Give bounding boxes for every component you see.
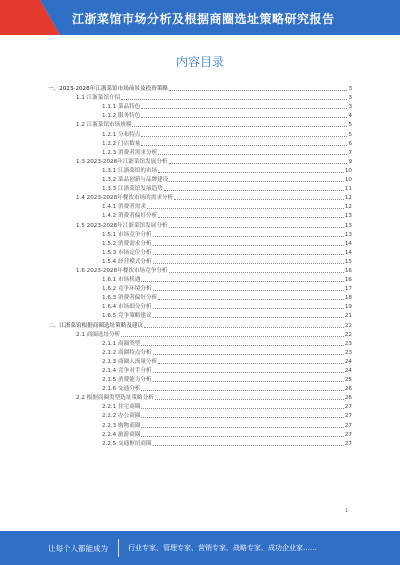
toc-entry-page: 18	[344, 295, 352, 302]
toc-entry-label: 1.6.4 市场细分分析	[102, 304, 152, 311]
toc-entry-label: 1.5 2023-2028年江浙菜馆发展分析	[76, 222, 168, 229]
toc-entry-page: 27	[344, 404, 352, 411]
toc-entry-label: 2.1.4 竞争对手分析	[102, 368, 152, 374]
toc-entry-label: 2.1.5 消费能力分析	[102, 377, 152, 384]
toc-entry-label: 1.2.3 消费者需求分析	[102, 149, 158, 156]
toc-entry-label: 1.3.1 江浙菜馆的市场	[102, 167, 158, 174]
toc-entry[interactable]	[48, 393, 352, 402]
toc-entry-page: 12	[344, 204, 352, 211]
toc-entry[interactable]	[48, 230, 352, 239]
footer-slogan: 让每个人都能成为	[48, 544, 108, 553]
toc-leader-dots	[153, 236, 344, 237]
toc-entry-label: 1.6.3 消费者偏好分析	[102, 295, 158, 302]
toc-entry-page: 10	[344, 177, 352, 184]
toc-entry[interactable]	[48, 384, 352, 393]
toc-leader-dots	[141, 408, 343, 409]
toc-entry[interactable]	[48, 420, 352, 429]
toc-entry-label: 2.2.4 旅游商圈	[102, 431, 141, 438]
toc-entry[interactable]	[48, 139, 352, 148]
toc-entry[interactable]	[48, 239, 352, 248]
toc-entry[interactable]	[48, 302, 352, 311]
toc-entry[interactable]	[48, 375, 352, 384]
toc-entry-label: 一、2023-2028年江浙菜馆市场前景及投资策略	[48, 86, 168, 93]
toc-entry-page: 21	[344, 313, 352, 320]
toc-leader-dots	[141, 108, 347, 109]
toc-leader-dots	[158, 363, 344, 364]
toc-leader-dots	[169, 272, 344, 273]
toc-entry-page: 27	[344, 440, 352, 447]
toc-entry-page: 3	[348, 95, 352, 102]
toc-entry-page: 7	[348, 149, 352, 156]
toc-leader-dots	[141, 136, 347, 137]
toc-leader-dots	[169, 163, 348, 164]
toc-entry-label: 2.1.1 商圈类型	[102, 340, 141, 347]
toc-entry[interactable]	[48, 348, 352, 357]
toc-entry[interactable]	[48, 275, 352, 284]
toc-entry-page: 27	[344, 431, 352, 438]
toc-entry[interactable]	[48, 284, 352, 293]
toc-entry-label: 1.1.2 服务特色	[102, 113, 141, 120]
toc-entry-page: 6	[348, 140, 352, 147]
toc-entry[interactable]	[48, 311, 352, 320]
toc-entry-label: 1.2.2 门店数量	[102, 140, 141, 147]
toc-entry-page: 15	[344, 258, 352, 265]
toc-leader-dots	[158, 299, 344, 300]
toc-leader-dots	[141, 390, 343, 391]
toc-entry-label: 1.6.1 市场机遇	[102, 277, 141, 284]
toc-entry[interactable]	[48, 157, 352, 166]
toc-entry[interactable]	[48, 430, 352, 439]
toc-entry[interactable]	[48, 193, 352, 202]
toc-entry-page: 17	[344, 286, 352, 293]
toc-entry[interactable]	[48, 120, 352, 129]
toc-leader-dots	[121, 99, 347, 100]
toc-entry[interactable]	[48, 366, 352, 375]
toc-leader-dots	[144, 327, 344, 328]
toc-entry[interactable]	[48, 320, 352, 329]
toc-entry-page: 26	[344, 386, 352, 393]
toc-entry-label: 1.4.2 消费者偏好分析	[102, 213, 158, 220]
toc-entry-label: 2.2.1 住宅商圈	[102, 404, 141, 411]
toc-entry-label: 2.2.3 购物商圈	[102, 422, 141, 429]
toc-leader-dots	[153, 354, 344, 355]
toc-entry-label: 1.2.1 分布特点	[102, 131, 141, 138]
toc-entry-label: 二、江浙菜馆根据商圈选址策略及建议	[48, 322, 144, 329]
toc-leader-dots	[141, 145, 347, 146]
report-title: 江浙菜馆市场分析及根据商圈选址策略研究报告	[72, 12, 335, 26]
toc-entry-page: 22	[344, 331, 352, 338]
toc-entry[interactable]	[48, 129, 352, 138]
toc-leader-dots	[153, 245, 344, 246]
toc-leader-dots	[141, 281, 343, 282]
toc-entry-page: 10	[344, 167, 352, 174]
toc-entry-label: 1.6 2023-2028年餐饮市场竞争分析	[76, 267, 168, 274]
toc-entry[interactable]	[48, 339, 352, 348]
toc-entry[interactable]	[48, 111, 352, 120]
toc-entry[interactable]	[48, 102, 352, 111]
toc-entry-label: 1.5.1 市场竞争分析	[102, 231, 152, 238]
toc-entry-label: 1.2 江浙菜馆市场规模	[76, 122, 132, 129]
toc-entry-label: 2.1.3 商圈人流量分析	[102, 358, 158, 365]
toc-leader-dots	[141, 417, 343, 418]
toc-entry[interactable]	[48, 293, 352, 302]
toc-leader-dots	[153, 381, 344, 382]
toc-entry-label: 1.1 江浙菜馆介绍	[76, 95, 121, 102]
toc-entry-label: 1.6.5 竞争策略建议	[102, 313, 152, 320]
toc-entry-page: 23	[344, 340, 352, 347]
toc-leader-dots	[169, 90, 347, 91]
toc-entry[interactable]	[48, 148, 352, 157]
toc-entry-label: 1.6.2 竞争环境分析	[102, 286, 152, 293]
toc-entry-label: 2.1.6 交通分析	[102, 386, 141, 393]
toc-entry-page: 14	[344, 240, 352, 247]
toc-entry[interactable]	[48, 402, 352, 411]
toc-leader-dots	[158, 154, 347, 155]
toc-entry-label: 1.3.2 菜品创新与品牌建设	[102, 177, 169, 184]
toc-leader-dots	[132, 126, 347, 127]
toc-entry[interactable]	[48, 84, 352, 93]
toc-entry[interactable]	[48, 202, 352, 211]
toc-leader-dots	[141, 436, 343, 437]
toc-leader-dots	[153, 254, 344, 255]
toc-entry-page: 23	[344, 349, 352, 356]
toc-leader-dots	[169, 181, 344, 182]
page-header	[0, 0, 400, 35]
toc-entry-label: 1.5.4 经营模式分析	[102, 258, 152, 265]
toc-entry-page: 22	[344, 322, 352, 329]
toc-entry[interactable]	[48, 330, 352, 339]
toc-entry-page: 12	[344, 195, 352, 202]
table-of-contents	[48, 84, 352, 448]
toc-entry[interactable]	[48, 248, 352, 257]
toc-entry-page: 3	[348, 86, 352, 93]
toc-entry-page: 27	[344, 422, 352, 429]
toc-entry-label: 1.3.3 江浙菜馆发展趋势	[102, 186, 163, 193]
toc-entry-label: 1.4.1 消费者需求	[102, 204, 146, 211]
footer-divider	[118, 539, 119, 557]
toc-entry-label: 1.4 2023-2028年餐饮市场的需求分析	[76, 195, 174, 202]
toc-entry[interactable]	[48, 184, 352, 193]
toc-leader-dots	[141, 427, 343, 428]
page-marker: 1	[345, 508, 349, 514]
toc-entry-label: 1.1.1 菜品特色	[102, 104, 141, 111]
toc-entry-page: 4	[348, 113, 352, 120]
toc-entry-label: 2.1 商圈选址分析	[76, 331, 121, 338]
toc-entry-label: 1.3 2023-2028年江浙菜馆发展分析	[76, 158, 168, 165]
toc-leader-dots	[164, 190, 344, 191]
toc-leader-dots	[141, 117, 347, 118]
toc-entry-page: 16	[344, 277, 352, 284]
toc-leader-dots	[155, 399, 344, 400]
toc-entry[interactable]	[48, 411, 352, 420]
toc-entry[interactable]	[48, 257, 352, 266]
toc-heading: 内容目录	[175, 55, 224, 69]
toc-leader-dots	[153, 290, 344, 291]
toc-entry-page: 24	[344, 368, 352, 374]
toc-entry-page: 25	[344, 377, 352, 384]
toc-entry-page: 16	[344, 267, 352, 274]
toc-leader-dots	[153, 372, 344, 373]
toc-entry[interactable]	[48, 93, 352, 102]
toc-leader-dots	[147, 208, 344, 209]
toc-entry-page: 14	[344, 249, 352, 256]
toc-leader-dots	[121, 336, 344, 337]
toc-entry-label: 2.1.2 商圈特点分析	[102, 349, 152, 356]
toc-entry[interactable]	[48, 211, 352, 220]
toc-entry[interactable]	[48, 266, 352, 275]
toc-entry[interactable]	[48, 357, 352, 366]
toc-leader-dots	[174, 199, 344, 200]
toc-entry-label: 2.2 根据商圈类型选址策略分析	[76, 395, 154, 402]
toc-entry-page: 11	[344, 186, 352, 193]
toc-entry[interactable]	[48, 439, 352, 448]
toc-entry-page: 5	[348, 131, 352, 138]
toc-leader-dots	[153, 445, 344, 446]
toc-entry[interactable]	[48, 220, 352, 229]
toc-entry-page: 24	[344, 358, 352, 365]
toc-entry-page: 13	[344, 213, 352, 220]
toc-leader-dots	[153, 308, 344, 309]
footer-tagline: 行业专家、管理专家、营销专家、战略专家、成功企业家……	[128, 544, 317, 552]
toc-entry-page: 5	[348, 122, 352, 129]
toc-entry-page: 27	[344, 413, 352, 420]
toc-entry-page: 13	[344, 222, 352, 229]
toc-leader-dots	[153, 263, 344, 264]
toc-entry[interactable]	[48, 166, 352, 175]
toc-entry-page: 26	[344, 395, 352, 402]
toc-entry-label: 2.2.2 办公商圈	[102, 413, 141, 420]
toc-entry-label: 2.2.5 交通枢纽商圈	[102, 440, 152, 447]
toc-entry-page: 13	[344, 231, 352, 238]
toc-leader-dots	[158, 172, 344, 173]
toc-leader-dots	[169, 227, 344, 228]
toc-leader-dots	[153, 317, 344, 318]
toc-entry-page: 9	[348, 158, 352, 165]
page-footer	[0, 531, 400, 565]
toc-entry-page: 19	[344, 304, 352, 311]
toc-entry[interactable]	[48, 175, 352, 184]
toc-entry-label: 1.5.3 市场定位分析	[102, 249, 152, 256]
toc-leader-dots	[141, 345, 343, 346]
toc-leader-dots	[158, 217, 344, 218]
toc-entry-page: 3	[348, 104, 352, 111]
toc-entry-label: 1.5.2 消费需求分析	[102, 240, 152, 247]
